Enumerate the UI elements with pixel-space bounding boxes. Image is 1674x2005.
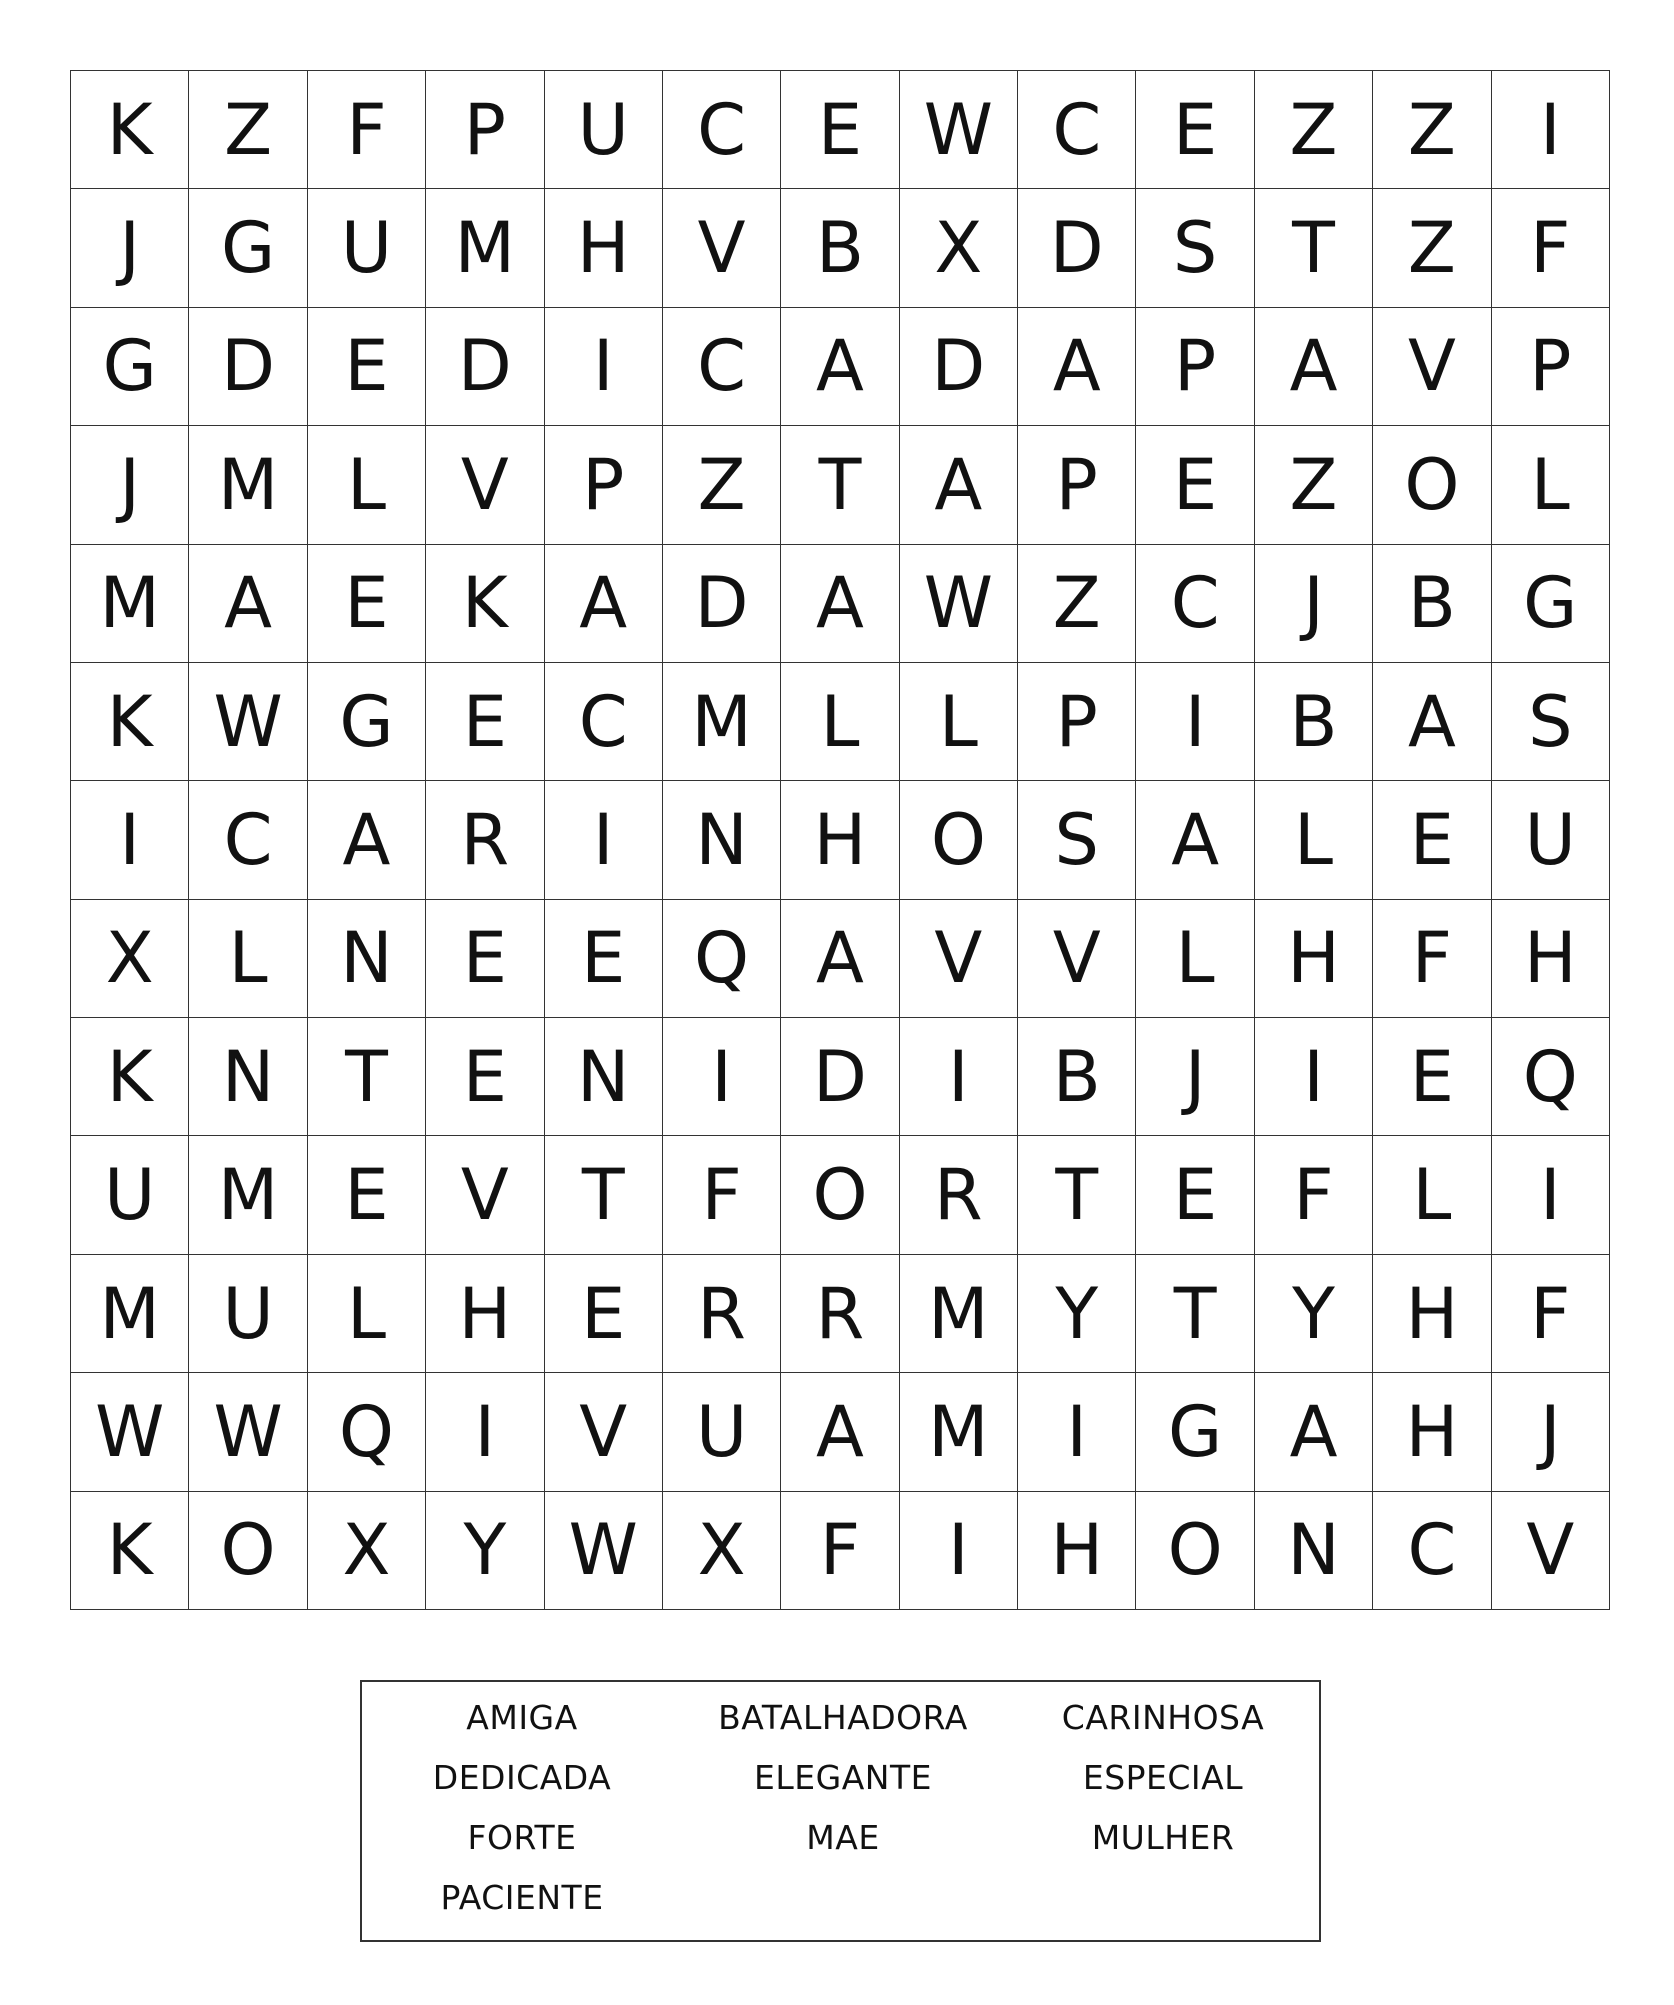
grid-cell-r13-c5[interactable]: W (545, 1492, 663, 1610)
grid-cell-r5-c7[interactable]: A (781, 545, 899, 663)
grid-cell-r4-c13[interactable]: L (1492, 426, 1610, 544)
grid-cell-r7-c6[interactable]: N (663, 781, 781, 899)
grid-cell-r6-c12[interactable]: A (1373, 663, 1491, 781)
grid-cell-r13-c12[interactable]: C (1373, 1492, 1491, 1610)
grid-cell-r8-c13[interactable]: H (1492, 900, 1610, 1018)
grid-cell-r3-c3[interactable]: E (308, 308, 426, 426)
grid-cell-r8-c8[interactable]: V (900, 900, 1018, 1018)
grid-cell-r13-c3[interactable]: X (308, 1492, 426, 1610)
word-list-item: MULHER (1091, 1818, 1235, 1857)
grid-cell-r10-c7[interactable]: O (781, 1136, 899, 1254)
grid-cell-r9-c11[interactable]: I (1255, 1018, 1373, 1136)
grid-cell-r12-c13[interactable]: J (1492, 1373, 1610, 1491)
grid-cell-r1-c3[interactable]: F (308, 71, 426, 189)
grid-cell-r2-c2[interactable]: G (189, 189, 307, 307)
grid-cell-r4-c9[interactable]: P (1018, 426, 1136, 544)
grid-cell-r8-c10[interactable]: L (1136, 900, 1254, 1018)
grid-cell-r13-c4[interactable]: Y (426, 1492, 544, 1610)
grid-cell-r2-c5[interactable]: H (545, 189, 663, 307)
grid-cell-r12-c10[interactable]: G (1136, 1373, 1254, 1491)
grid-cell-r6-c6[interactable]: M (663, 663, 781, 781)
grid-cell-r3-c8[interactable]: D (900, 308, 1018, 426)
grid-cell-r11-c10[interactable]: T (1136, 1255, 1254, 1373)
grid-cell-r12-c7[interactable]: A (781, 1373, 899, 1491)
grid-cell-r8-c7[interactable]: A (781, 900, 899, 1018)
grid-cell-r1-c1[interactable]: K (71, 71, 189, 189)
grid-cell-r1-c4[interactable]: P (426, 71, 544, 189)
grid-cell-r12-c11[interactable]: A (1255, 1373, 1373, 1491)
grid-cell-r1-c8[interactable]: W (900, 71, 1018, 189)
grid-cell-r11-c6[interactable]: R (663, 1255, 781, 1373)
word-list-item: CARINHOSA (1061, 1698, 1265, 1737)
grid-cell-r3-c10[interactable]: P (1136, 308, 1254, 426)
grid-cell-r5-c5[interactable]: A (545, 545, 663, 663)
grid-cell-r13-c2[interactable]: O (189, 1492, 307, 1610)
grid-cell-r9-c8[interactable]: I (900, 1018, 1018, 1136)
grid-cell-r7-c12[interactable]: E (1373, 781, 1491, 899)
grid-cell-r12-c6[interactable]: U (663, 1373, 781, 1491)
grid-cell-r7-c8[interactable]: O (900, 781, 1018, 899)
grid-cell-r5-c6[interactable]: D (663, 545, 781, 663)
grid-cell-r12-c2[interactable]: W (189, 1373, 307, 1491)
grid-cell-r9-c1[interactable]: K (71, 1018, 189, 1136)
grid-cell-r12-c1[interactable]: W (71, 1373, 189, 1491)
word-list-item: FORTE (467, 1818, 577, 1857)
grid-cell-r3-c12[interactable]: V (1373, 308, 1491, 426)
grid-cell-r8-c1[interactable]: X (71, 900, 189, 1018)
grid-cell-r2-c13[interactable]: F (1492, 189, 1610, 307)
grid-cell-r2-c10[interactable]: S (1136, 189, 1254, 307)
grid-cell-r6-c13[interactable]: S (1492, 663, 1610, 781)
grid-cell-r12-c8[interactable]: M (900, 1373, 1018, 1491)
word-list-item: BATALHADORA (718, 1698, 968, 1737)
grid-cell-r2-c12[interactable]: Z (1373, 189, 1491, 307)
word-list-item: ELEGANTE (754, 1758, 932, 1797)
grid-cell-r10-c10[interactable]: E (1136, 1136, 1254, 1254)
grid-cell-r2-c1[interactable]: J (71, 189, 189, 307)
grid-cell-r7-c10[interactable]: A (1136, 781, 1254, 899)
grid-cell-r3-c6[interactable]: C (663, 308, 781, 426)
grid-cell-r5-c10[interactable]: C (1136, 545, 1254, 663)
grid-cell-r1-c6[interactable]: C (663, 71, 781, 189)
grid-cell-r1-c11[interactable]: Z (1255, 71, 1373, 189)
grid-cell-r9-c6[interactable]: I (663, 1018, 781, 1136)
grid-cell-r9-c13[interactable]: Q (1492, 1018, 1610, 1136)
grid-cell-r2-c4[interactable]: M (426, 189, 544, 307)
grid-cell-r11-c12[interactable]: H (1373, 1255, 1491, 1373)
grid-cell-r11-c2[interactable]: U (189, 1255, 307, 1373)
grid-cell-r6-c4[interactable]: E (426, 663, 544, 781)
grid-cell-r4-c10[interactable]: E (1136, 426, 1254, 544)
grid-cell-r3-c11[interactable]: A (1255, 308, 1373, 426)
grid-cell-r9-c7[interactable]: D (781, 1018, 899, 1136)
grid-cell-r1-c10[interactable]: E (1136, 71, 1254, 189)
grid-cell-r5-c9[interactable]: Z (1018, 545, 1136, 663)
grid-cell-r2-c11[interactable]: T (1255, 189, 1373, 307)
grid-cell-r6-c11[interactable]: B (1255, 663, 1373, 781)
grid-cell-r3-c5[interactable]: I (545, 308, 663, 426)
grid-cell-r3-c13[interactable]: P (1492, 308, 1610, 426)
grid-cell-r2-c6[interactable]: V (663, 189, 781, 307)
grid-cell-r5-c1[interactable]: M (71, 545, 189, 663)
grid-cell-r10-c8[interactable]: R (900, 1136, 1018, 1254)
grid-cell-r7-c3[interactable]: A (308, 781, 426, 899)
grid-cell-r12-c4[interactable]: I (426, 1373, 544, 1491)
word-search-grid (70, 70, 1610, 1610)
grid-cell-r13-c1[interactable]: K (71, 1492, 189, 1610)
grid-cell-r12-c3[interactable]: Q (308, 1373, 426, 1491)
grid-cell-r10-c13[interactable]: I (1492, 1136, 1610, 1254)
grid-cell-r13-c8[interactable]: I (900, 1492, 1018, 1610)
grid-cell-r3-c9[interactable]: A (1018, 308, 1136, 426)
grid-cell-r10-c4[interactable]: V (426, 1136, 544, 1254)
grid-cell-r8-c2[interactable]: L (189, 900, 307, 1018)
grid-cell-r11-c9[interactable]: Y (1018, 1255, 1136, 1373)
grid-cell-r4-c5[interactable]: P (545, 426, 663, 544)
grid-cell-r1-c12[interactable]: Z (1373, 71, 1491, 189)
grid-cell-r8-c9[interactable]: V (1018, 900, 1136, 1018)
grid-cell-r3-c2[interactable]: D (189, 308, 307, 426)
grid-cell-r6-c1[interactable]: K (71, 663, 189, 781)
grid-cell-r8-c5[interactable]: E (545, 900, 663, 1018)
grid-cell-r11-c5[interactable]: E (545, 1255, 663, 1373)
grid-cell-r2-c7[interactable]: B (781, 189, 899, 307)
grid-cell-r6-c3[interactable]: G (308, 663, 426, 781)
grid-cell-r9-c5[interactable]: N (545, 1018, 663, 1136)
grid-cell-r4-c4[interactable]: V (426, 426, 544, 544)
grid-cell-r6-c5[interactable]: C (545, 663, 663, 781)
grid-cell-r9-c10[interactable]: J (1136, 1018, 1254, 1136)
grid-cell-r9-c2[interactable]: N (189, 1018, 307, 1136)
grid-cell-r11-c1[interactable]: M (71, 1255, 189, 1373)
grid-cell-r11-c7[interactable]: R (781, 1255, 899, 1373)
grid-cell-r5-c3[interactable]: E (308, 545, 426, 663)
grid-cell-r13-c6[interactable]: X (663, 1492, 781, 1610)
grid-cell-r13-c11[interactable]: N (1255, 1492, 1373, 1610)
grid-cell-r10-c1[interactable]: U (71, 1136, 189, 1254)
grid-cell-r4-c1[interactable]: J (71, 426, 189, 544)
grid-cell-r10-c2[interactable]: M (189, 1136, 307, 1254)
grid-cell-r5-c11[interactable]: J (1255, 545, 1373, 663)
grid-cell-r1-c5[interactable]: U (545, 71, 663, 189)
grid-cell-r3-c1[interactable]: G (71, 308, 189, 426)
grid-cell-r11-c13[interactable]: F (1492, 1255, 1610, 1373)
word-list-item: PACIENTE (440, 1878, 604, 1917)
grid-cell-r4-c8[interactable]: A (900, 426, 1018, 544)
grid-cell-r10-c3[interactable]: E (308, 1136, 426, 1254)
word-list-item: MAE (806, 1818, 880, 1857)
grid-cell-r1-c2[interactable]: Z (189, 71, 307, 189)
grid-cell-r9-c9[interactable]: B (1018, 1018, 1136, 1136)
grid-cell-r9-c4[interactable]: E (426, 1018, 544, 1136)
grid-cell-r7-c13[interactable]: U (1492, 781, 1610, 899)
grid-cell-r6-c8[interactable]: L (900, 663, 1018, 781)
grid-cell-r2-c8[interactable]: X (900, 189, 1018, 307)
word-list-item: AMIGA (466, 1698, 578, 1737)
grid-cell-r5-c4[interactable]: K (426, 545, 544, 663)
grid-cell-r9-c12[interactable]: E (1373, 1018, 1491, 1136)
grid-cell-r6-c2[interactable]: W (189, 663, 307, 781)
grid-cell-r12-c5[interactable]: V (545, 1373, 663, 1491)
grid-cell-r2-c9[interactable]: D (1018, 189, 1136, 307)
grid-cell-r8-c4[interactable]: E (426, 900, 544, 1018)
grid-cell-r2-c3[interactable]: U (308, 189, 426, 307)
grid-cell-r13-c13[interactable]: V (1492, 1492, 1610, 1610)
grid-cell-r5-c8[interactable]: W (900, 545, 1018, 663)
word-list-item: DEDICADA (432, 1758, 612, 1797)
grid-cell-r4-c2[interactable]: M (189, 426, 307, 544)
grid-cell-r6-c9[interactable]: P (1018, 663, 1136, 781)
grid-cell-r13-c10[interactable]: O (1136, 1492, 1254, 1610)
grid-cell-r12-c9[interactable]: I (1018, 1373, 1136, 1491)
grid-cell-r5-c2[interactable]: A (189, 545, 307, 663)
grid-cell-r11-c11[interactable]: Y (1255, 1255, 1373, 1373)
grid-cell-r6-c10[interactable]: I (1136, 663, 1254, 781)
grid-cell-r11-c3[interactable]: L (308, 1255, 426, 1373)
grid-cell-r1-c13[interactable]: I (1492, 71, 1610, 189)
grid-cell-r8-c11[interactable]: H (1255, 900, 1373, 1018)
grid-cell-r4-c12[interactable]: O (1373, 426, 1491, 544)
grid-cell-r11-c4[interactable]: H (426, 1255, 544, 1373)
grid-cell-r8-c6[interactable]: Q (663, 900, 781, 1018)
word-list-box (360, 1680, 1321, 1942)
grid-cell-r7-c9[interactable]: S (1018, 781, 1136, 899)
grid-cell-r10-c9[interactable]: T (1018, 1136, 1136, 1254)
grid-cell-r12-c12[interactable]: H (1373, 1373, 1491, 1491)
grid-cell-r10-c12[interactable]: L (1373, 1136, 1491, 1254)
grid-cell-r6-c7[interactable]: L (781, 663, 899, 781)
grid-cell-r7-c2[interactable]: C (189, 781, 307, 899)
grid-cell-r1-c7[interactable]: E (781, 71, 899, 189)
grid-cell-r8-c3[interactable]: N (308, 900, 426, 1018)
grid-cell-r10-c6[interactable]: F (663, 1136, 781, 1254)
grid-cell-r10-c5[interactable]: T (545, 1136, 663, 1254)
grid-cell-r5-c12[interactable]: B (1373, 545, 1491, 663)
grid-cell-r4-c7[interactable]: T (781, 426, 899, 544)
grid-cell-r13-c7[interactable]: F (781, 1492, 899, 1610)
word-list-item: ESPECIAL (1082, 1758, 1244, 1797)
grid-cell-r10-c11[interactable]: F (1255, 1136, 1373, 1254)
grid-cell-r1-c9[interactable]: C (1018, 71, 1136, 189)
grid-cell-r3-c7[interactable]: A (781, 308, 899, 426)
grid-cell-r5-c13[interactable]: G (1492, 545, 1610, 663)
grid-cell-r3-c4[interactable]: D (426, 308, 544, 426)
grid-cell-r9-c3[interactable]: T (308, 1018, 426, 1136)
grid-cell-r8-c12[interactable]: F (1373, 900, 1491, 1018)
grid-cell-r7-c1[interactable]: I (71, 781, 189, 899)
grid-cell-r7-c11[interactable]: L (1255, 781, 1373, 899)
grid-cell-r13-c9[interactable]: H (1018, 1492, 1136, 1610)
grid-cell-r7-c4[interactable]: R (426, 781, 544, 899)
grid-cell-r7-c5[interactable]: I (545, 781, 663, 899)
grid-cell-r4-c11[interactable]: Z (1255, 426, 1373, 544)
grid-cell-r4-c3[interactable]: L (308, 426, 426, 544)
grid-cell-r4-c6[interactable]: Z (663, 426, 781, 544)
grid-cell-r7-c7[interactable]: H (781, 781, 899, 899)
grid-cell-r11-c8[interactable]: M (900, 1255, 1018, 1373)
